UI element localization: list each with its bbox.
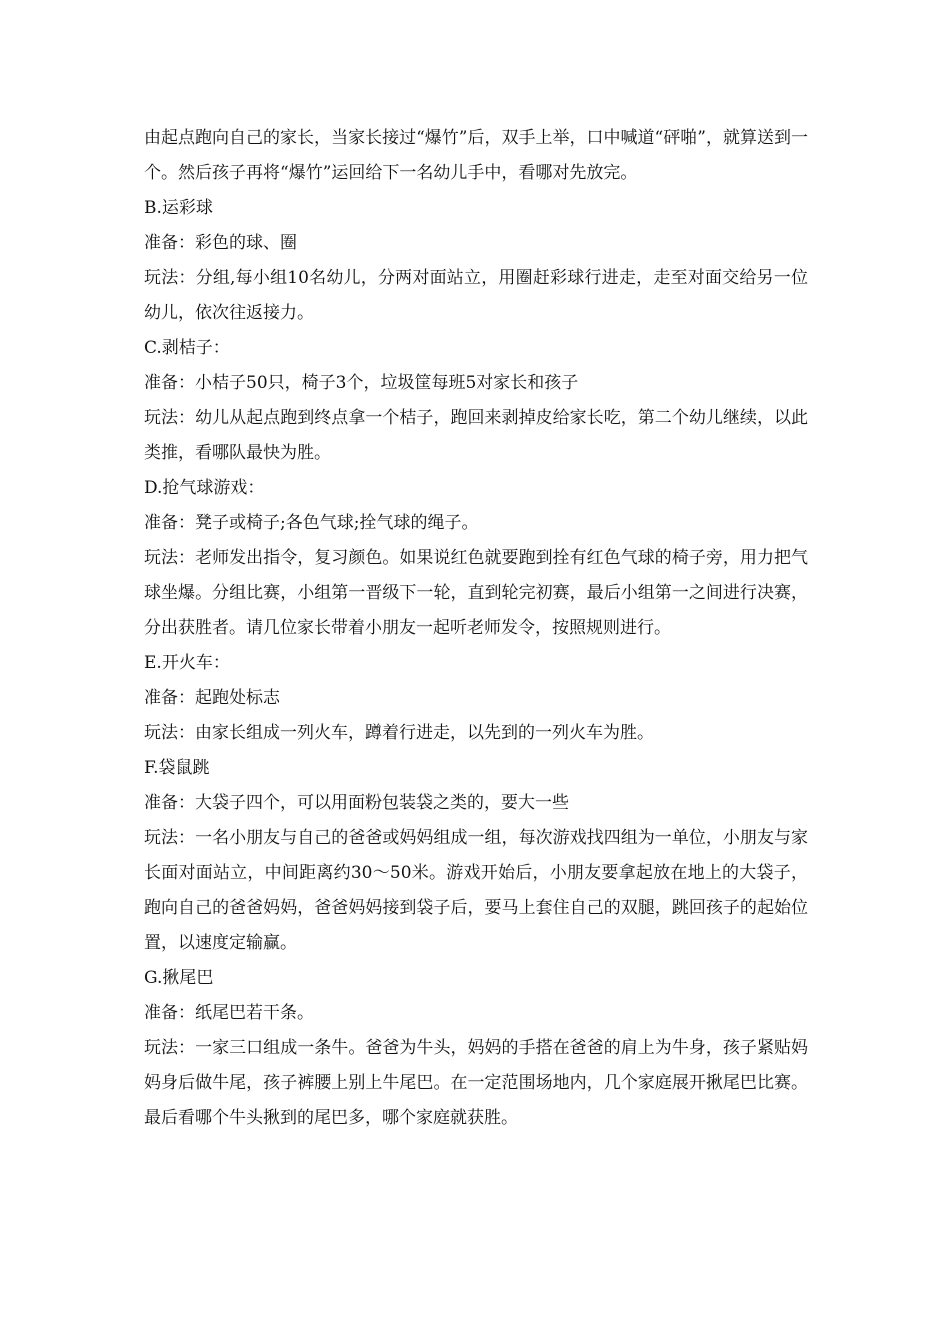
prep-balloon-game: 准备：凳子或椅子;各色气球;拴气球的绳子。 <box>144 513 479 533</box>
heading-colored-ball: B.运彩球 <box>144 198 213 218</box>
prep-colored-ball: 准备：彩色的球、圈 <box>144 233 297 253</box>
rules-peel-orange: 玩法：幼儿从起点跑到终点拿一个桔子，跑回来剥掉皮给家长吃，第二个幼儿继续，以此类推，看哪队最快为胜。 <box>144 408 808 463</box>
heading-peel-orange: C.剥桔子： <box>144 338 230 358</box>
rules-balloon-game: 玩法：老师发出指令，复习颜色。如果说红色就要跑到拴有红色气球的椅子旁，用力把气球坐爆。分组比赛，小组第一晋级下一轮，直到轮完初赛，最后小组第一之间进行决赛，分出获胜者。请几位家长带着小朋友一起听老师发令，按照规则进行。 <box>144 548 808 638</box>
prep-train: 准备：起跑处标志 <box>144 688 280 708</box>
heading-grab-tail: G.揪尾巴 <box>144 968 214 988</box>
paragraph-firecracker-end: 由起点跑向自己的家长，当家长接过“爆竹”后，双手上举，口中喊道“砰啪”，就算送到一个。然后孩子再将“爆竹”运回给下一名幼儿手中，看哪对先放完。 <box>144 128 808 183</box>
prep-peel-orange: 准备：小桔子50只，椅子3个，垃圾筐每班5对家长和孩子 <box>144 373 579 393</box>
rules-kangaroo-jump: 玩法：一名小朋友与自己的爸爸或妈妈组成一组，每次游戏找四组为一单位，小朋友与家长面对面站立，中间距离约30～50米。游戏开始后，小朋友要拿起放在地上的大袋子，跑向自己的爸爸妈妈，爸爸妈妈接到袋子后，要马上套住自己的双腿，跳回孩子的起始位置，以速度定输赢。 <box>144 828 808 953</box>
rules-train: 玩法：由家长组成一列火车，蹲着行进走，以先到的一列火车为胜。 <box>144 723 654 743</box>
heading-balloon-game: D.抢气球游戏： <box>144 478 265 498</box>
heading-kangaroo-jump: F.袋鼠跳 <box>144 758 210 778</box>
prep-grab-tail: 准备：纸尾巴若干条。 <box>144 1003 314 1023</box>
document-page <box>144 121 808 1136</box>
prep-kangaroo-jump: 准备：大袋子四个，可以用面粉包装袋之类的，要大一些 <box>144 793 569 813</box>
rules-colored-ball: 玩法：分组,每小组10名幼儿，分两对面站立，用圈赶彩球行进走，走至对面交给另一位幼儿，依次往返接力。 <box>144 268 808 323</box>
heading-train: E.开火车： <box>144 653 230 673</box>
rules-grab-tail: 玩法：一家三口组成一条牛。爸爸为牛头，妈妈的手搭在爸爸的肩上为牛身，孩子紧贴妈妈身后做牛尾，孩子裤腰上别上牛尾巴。在一定范围场地内，几个家庭展开揪尾巴比赛。最后看哪个牛头揪到的尾巴多，哪个家庭就获胜。 <box>144 1038 808 1128</box>
